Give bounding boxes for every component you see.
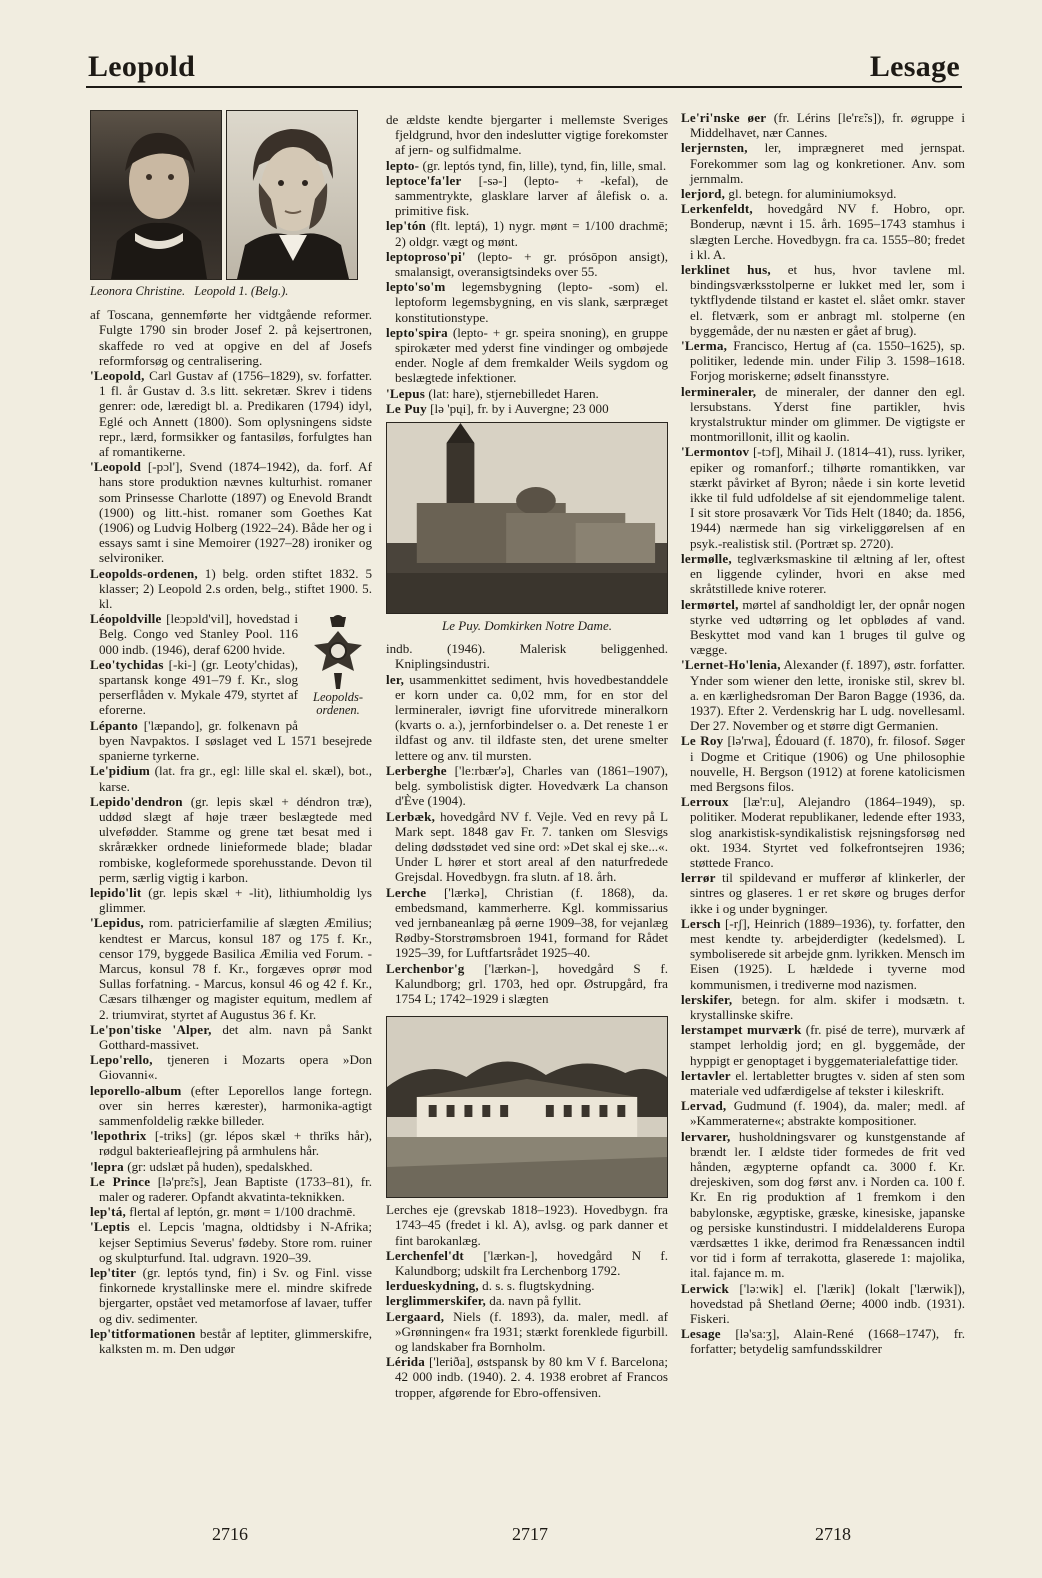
entry: Le'pon'tiske 'Alper, det alm. navn på Sankt Gotthard-massivet. [90,1021,373,1052]
entry: Le Roy [lə'rwa], Édouard (f. 1870), fr. filosof. Søger i Dogme et Critique (1906) og Une philosophie nouvelle, H. Bergson (1912) at forene katolicismen med Bergsons filos. [681,733,965,794]
photo-le-puy-cathedral [386,422,668,614]
column-2 [386,112,668,1400]
entry: leptoce'fa'ler [-sə-] (lepto- + -kefal), de sammentrykte, glasklare larver af ålefisk o. a. primitive fisk. [386,172,669,219]
entry: Lerches eje (grevskab 1818–1923). Hovedbygn. fra 1743–45 (fredet i kl. A), avlsg. og park danner et fint barokanlæg. [386,1202,668,1248]
entry: lepto'so'm legemsbygning (lepto- -som) el. leptoform legemsbygning, en vis slank, særpræget konstitutionstype. [386,279,668,325]
portrait-pair [90,110,372,280]
photo-lerchenborg-manor [386,1016,668,1198]
entry: Lepido'dendron (gr. lepis skæl + déndron træ), uddød slægt af høje træer beslægtede med ulvefødder. Stamme og grene tæt besat med i skrårækker ordnede linieformede blade; bladar rombiske, kogleformede sporehusstande. Devon til perm, særlig vigtig i karbon. [90,793,372,885]
entry: Leo'tychidas [-ki-] (gr. Leoty'chidas), spartansk konge 491–79 f. Kr., slog perserflåden v. Mykale 479, styrtet af eforerne. [90,656,298,718]
portrait-caption-left: Leonora Christine. [90,284,186,298]
entry: lerskifer, betegn. for alm. skifer i modsætn. t. krystallinske skifre. [681,991,965,1022]
running-head-right: Lesage [869,50,960,83]
entry: Lerche ['lærkə], Christian (f. 1868), da. embedsmand, kammerherre. Kgl. kommissarius ved jernbaneanlæg på øerne 1909–38, for vejanlæg Rødby-Storstrømsbroen 1941, formand for Rådet 1925–39, for Luftfartsrådet 1925–40. [386,884,668,961]
entry: lerjord, gl. betegn. for aluminiumoksyd. [681,186,897,202]
entry: lermølle, teglværksmaskine til æltning af ler, oftest en liggende cylinder, hvori en akse med skråtstillede knive roterer. [681,550,965,597]
page-number-middle: 2717 [512,1524,548,1544]
entry: Lerbæk, hovedgård NV f. Vejle. Ved en revy på L Mark sept. 1848 gav Fr. 7. tanken om Slesvigs deling dødsstødet ved sine ord: »Det skal ej ske...«. Under L hører et stort areal af den naturfredede Grejsdal. Hovedbygn. fra slutn. af 18. årh. [386,808,669,885]
entry: Lesage [lə'sa:ʒ], Alain-René (1668–1747), fr. forfatter; betydelig samfundsskildrer [681,1326,965,1357]
entry: Léopoldville [leɔpɔld'vil], hovedstad i Belg. Congo ved Stanley Pool. 116 000 indb. (1946), deraf 6200 hvide. [90,611,298,657]
entry: Lersch [-rʃ], Heinrich (1889–1936), ty. forfatter, den mest kendte ty. arbejderdigter (kedelsmed). L symboliserede sit arbejde gnm. lyrikken. Mensch im Eisen (1925). L hældede i tyverne mod kommunismen, i trediverne mod nazismen. [681,915,965,992]
entry: af Toscana, gennemførte her vidtgående reformer. Fulgte 1790 sin broder Josef 2. på kejsertronen, skaffede ro ved at opgive en del af Josefs reformforsøg og centralisering. [90,307,372,368]
entry: 'Leptis el. Lepcis 'magna, oldtidsby i N-Afrika; kejser Septimius Severus' fødeby. Store rom. ruiner og skulpturfund. Ital. udgravn. 1920–39. [90,1219,372,1265]
page-number-right: 2718 [815,1524,851,1544]
entry: Le'ri'nske øer (fr. Lérins [le'rɛ̃:s]), fr. øgruppe i Middelhavet, nær Cannes. [681,110,965,141]
entry: Le Puy [lə 'pųi], fr. by i Auvergne; 23 000 [386,400,609,416]
portrait-captions [90,284,372,299]
entry: Lervad, Gudmund (f. 1904), da. maler; medl. af »Kammeraterne«; abstrakte kompositioner. [681,1098,965,1129]
entry: lerjernsten, ler, imprægneret med jernspat. Forekommer som lag og konkretioner. Anv. som jernmalm. [681,140,965,186]
entry: Lepo'rello, tjeneren i Mozarts opera »Don Giovanni«. [90,1052,372,1083]
entry: Lergaard, Niels (f. 1893), da. maler, medl. af »Grønningen« fra 1931; stærkt forenklede figurbill. og landskaber fra Bornholm. [386,1308,668,1354]
entry: lepto- (gr. leptós tynd, fin, lille), tynd, fin, lille, smal. [386,157,667,173]
entry: Lerkenfeldt, hovedgård NV f. Hobro, opr. Bonderup, nævnt i 15. årh. 1695–1743 stamhus i slægten Lerche. Hovedbygn. fra ca. 1555–80; fredet i kl. A. [681,201,965,262]
portrait-caption-right: Leopold 1. (Belg.). [194,284,289,298]
entry: indb. (1946). Malerisk beliggenhed. Kniplingsindustri. [386,641,668,672]
photo-le-puy-caption: Le Puy. Domkirken Notre Dame. [442,618,612,634]
entry: lertavler el. lertabletter brugtes v. siden af sten som materiale ved udfærdigelse af tekster i kileskrift. [681,1067,965,1098]
entry: lerstampet murværk (fr. pisé de terre), murværk af stampet lerholdig jord; en gl. byggemåde, der hyppigt er genoptaget i byggematerialefattige tider. [681,1022,965,1068]
entry: leporello-album (efter Leporellos lange fortegn. over sin herres kærester), harmonika-agtigt sammenfoldelig række billeder. [90,1082,372,1128]
entry: 'lepra (gr: udslæt på huden), spedalskhed. [90,1158,313,1174]
entry: lep'titer (gr. leptós tynd, fin) i Sv. og Finl. visse finkornede krystallinske mere el. mindre skifrede bjergarter, opstået ved metamorfose af lavaer, tuffer og div. sedimenter. [90,1265,372,1326]
entry: lep'titformationen består af leptiter, glimmerskifre, kalksten m. m. Den udgør [90,1325,372,1357]
entry: lerrør til spildevand er mufferør af klinkerler, der sintres og glaseres. 1 er ret skøre og bruges derfor ikke i og under bygninger. [681,870,965,916]
entry: Lerberghe ['le:rbær'ə], Charles van (1861–1907), belg. symbolistisk digter. Hovedværk La chanson d'Ève (1904). [386,762,668,809]
entry: Lerwick ['lə:wik] el. ['lærik] (lokalt ['lærwik]), hovedstad på Shetland Øerne; 4000 indb. (1931). Fiskeri. [681,1280,965,1327]
entry: Leopolds-ordenen, 1) belg. orden stiftet 1832. 5 klasser; 2) Leopold 2.s orden, belg., stiftet 1900. 5. kl. [90,565,372,612]
entry: lep'tón (flt. leptá), 1) nygr. mønt = 1/100 drachmē; 2) oldgr. vægt og mønt. [386,218,668,249]
entry: lepido'lit (gr. lepis skæl + -lit), lithiumholdig lys glimmer. [90,884,372,916]
entry: lepto'spira (lepto- + gr. speira snoning), en gruppe spirokæter med yderst fine vindinger og ombøjede ender. Nogle af dem fremkalder Weils sygdom og beslægtede infektioner. [386,324,668,386]
header-rule [86,86,962,88]
running-head-left: Leopold [88,50,196,83]
portrait-leopold-1 [226,110,358,280]
portrait-leonora-christine [90,110,222,280]
entry: lep'tá, flertal af leptón, gr. mønt = 1/100 drachmē. [90,1204,356,1220]
entry: 'Lernet-Ho'lenia, Alexander (f. 1897), østr. forfatter. Ynder som wiener den lette, ironiske stil, skrev bl. a. en kærlighedsroman Der Baron Bagge (1936, da. 1937). Efter 2. Verdenskrig har L udg. novellesaml. Der 27. November og et større digt Germanien. [681,657,965,734]
order-medal-figure [304,613,372,717]
entry: Lerroux [læ'r:u], Alejandro (1864–1949), sp. politiker. Moderat republikaner, ledende efter 1933, slog anarkistisk-syndikalistisk rejsningsforsøg ned okt. 1934. Styrtet ved folkefrontsejren 1936; støttede Franco. [681,794,965,870]
order-medal-icon [308,613,368,691]
entry: 'Lepidus, rom. patricierfamilie af slægten Æmilius; kendtest er Marcus, konsul 187 og 175 f. Kr., censor 179, byggede Basilica Æmilia ved Forum. - Marcus, konsul 78 f. Kr., forgæves oprør mod Sullas forfatning. - Marcus, konsul 46 og 42 f. Kr., Cæsars tilhænger og magister equitum, medlem af 2. triumvirat, styrtet af Augustus 36 f. Kr. [90,915,372,1022]
entry: Le'pidium (lat. fra gr., egl: lille skal el. skæl), bot., karse. [90,763,372,794]
entry: 'Lepus (lat: hare), stjernebilledet Haren. [386,385,599,401]
entry: 'Leopold, Carl Gustav af (1756–1829), sv. forfatter. 1 fl. år Gustav d. 3.s litt. sekretær. Skrev i tidens genrer: ode, læredigt bl. a. Predikaren (1794) idyl, Eglé och Annett (1800). Som oplysningens sidste repr., lærd, formsikker og fantasiløs, forfulgtes han af romantikerne. [90,368,372,460]
entry: lervarer, husholdningsvarer og kunstgenstande af brændt ler. I ældste tider formedes de frit ved hånden, ægypterne opfandt ca. 3000 f. Kr. drejeskiven, som dog først anv. i Norden ca. 100 f. Kr. En rig produktion af 1 fremkom i den babylonske, ægyptiske, græske, kinesiske, japanske og persiske kunstindustri. I middelalderens Europa værdsættes 1 ikke, derimod fra Renæssancen indtil vor tid i form af terrakotta, glaserede 1: majolika, ital. fajance m. m. [681,1128,965,1281]
entry: Lérida ['leriða], østspansk by 80 km V f. Barcelona; 42 000 indb. (1940). 2. 4. 1938 erobret af Francos tropper, afgørende for Ebro-offensiven. [386,1354,668,1400]
entry: lerglimmerskifer, da. navn på fyllit. [386,1293,582,1309]
column-1 [90,110,372,1356]
entry: Lerchenfel'dt ['lærkən-], hovedgård N f. Kalundborg; udskilt fra Lerchenborg 1792. [386,1247,668,1278]
entry: Lerchenbor'g ['lærkən-], hovedgård S f. Kalundborg; grl. 1703, hed opr. Østrupgård, fra 1754 L; 1742–1929 i slægten [386,960,668,1006]
entry: 'Lermontov [-tɔf], Mihail J. (1814–41), russ. lyriker, epiker og romanforf.; tilhørte romantikken, var stærkt påvirket af Byron; nåede i sin korte levetid ikke til fuld udfoldelse af sit ejendommelige talent. I sit store prosaværk Vor Tids Helt (1840; da. 1856, 1944) nærmede han sig virkeliggørelsen af en psyk.-realistisk stil. (Portræt sp. 2720). [681,444,965,551]
order-caption: Leopolds-ordenen. [313,690,363,718]
entry: 'lepothrix [-triks] (gr. lépos skæl + thrīks hår), rødgul bakterieaflejring på armhulens hår. [90,1128,372,1159]
entry: leptoproso'pi' (lepto- + gr. prósōpon ansigt), smalansigt, overansigtsindeks over 55. [386,248,668,280]
column-3 [681,110,965,1357]
entry: Lépanto ['læpando], gr. folkenavn på byen Navpaktos. I søslaget ved L 1571 besejrede spanierne tyrkerne. [90,717,372,764]
entry: de ældste kendte bjergarter i mellemste Sveriges fjeldgrund, hvor den indeslutter vigtige forekomster af jern- og sulfidmalme. [386,112,668,158]
entry: lerklinet hus, et hus, hvor tavlene ml. bindingsværksstolperne er lukket med ler, som i tyktflydende tilstand er kastet el. slået omkr. staver el. fletværk, som er anbragt ml. stolperne (en byggemåde, der nu næsten er gået af brug). [681,262,965,338]
page-number-left: 2716 [212,1524,248,1544]
entry: Le Prince [lə'prɛ̃:s], Jean Baptiste (1733–81), fr. maler og raderer. Opfandt akvatinta-teknikken. [90,1173,372,1204]
entry: 'Lerma, Francisco, Hertug af (ca. 1550–1625), sp. politiker, ledende min. under Filip 3. 1598–1618. Forjog moriskerne; ødselt finansstyre. [681,338,965,384]
entry: lermineraler, de mineraler, der danner den egl. lersubstans. Yderst fine partikler, hvis krystalstruktur minder om glimmer. De vigtigste er montmorillonit, illit og kaolin. [681,383,966,445]
entry: lerdueskydning, d. s. s. flugtskydning. [386,1278,595,1294]
entry: 'Leopold [-pɔl'], Svend (1874–1942), da. forf. Af hans store produktion nævnes kulturhist. romaner som Prinsesse Charlotte (1897) og Enevold Brandt (1900) og litt.-hist. romaner som Goethes Kat (1906) og Ludvig Holberg (1922–24). Både her og i essays samt i sine Memoirer (1927–28) ironiker og selvironiker. [90,459,372,566]
entry: ler, usammenkittet sediment, hvis hovedbestanddele er korn under ca. 0,02 mm, for en stor del lermineraler, iøvrigt fine uforvitrede mineralkorn (kvarts o. a.), jernforbindelser o. a. Det reneste 1 er ildfast og anv. til ildfaste sten, det urene smelter lettere og anv. til mursten. [386,671,669,763]
entry: lermørtel, mørtel af sandholdigt ler, der opnår nogen styrke ved udtørring og let opblødes af vand. Beskyttet mod vand kan 1 bruges til gulve og vægge. [681,596,966,658]
